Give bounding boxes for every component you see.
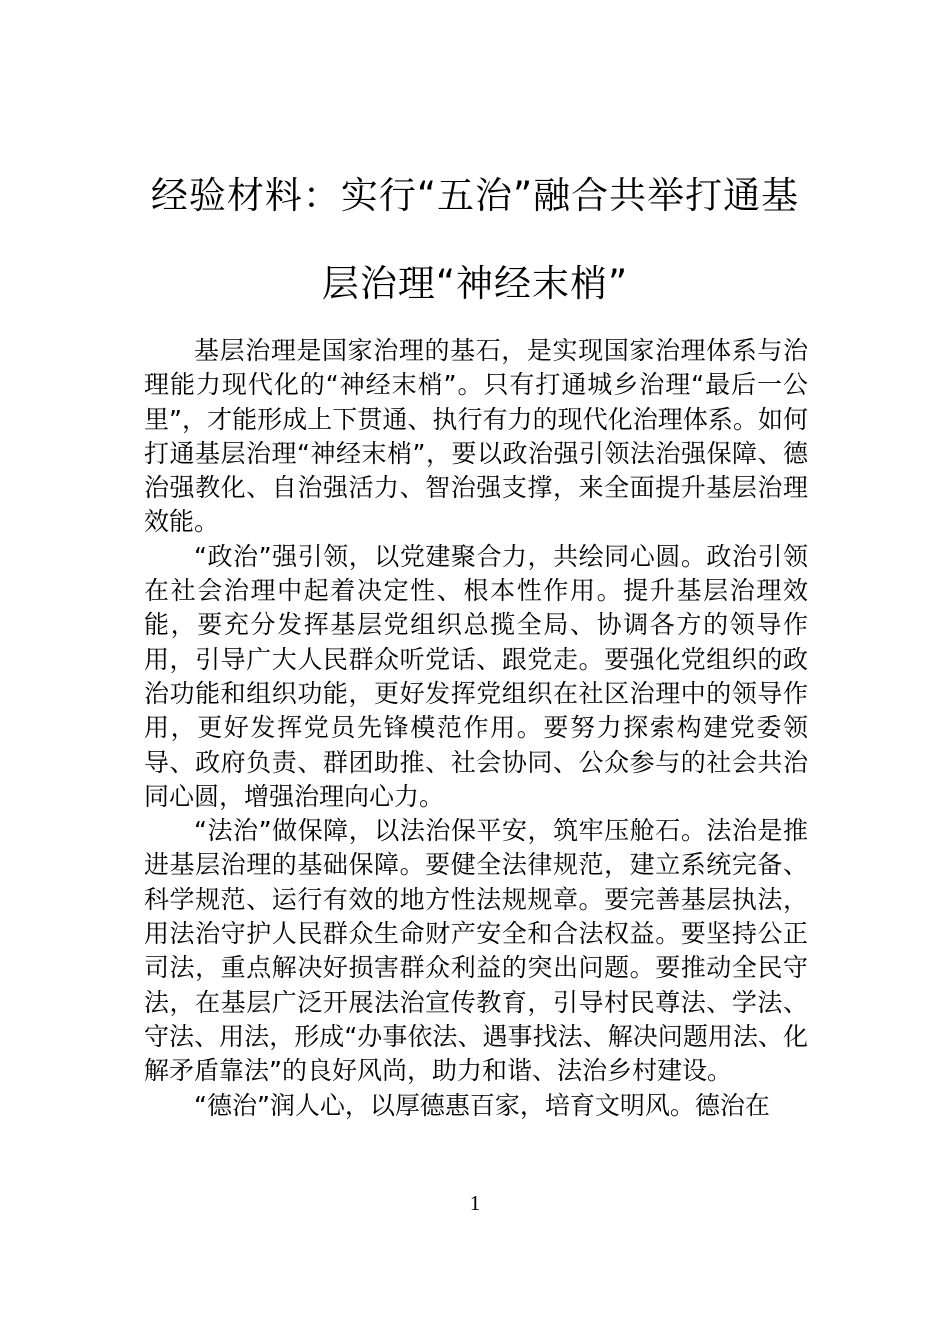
page-number: 1 — [469, 1191, 481, 1215]
paragraph-rule-of-law: “法治”做保障，以法治保平安，筑牢压舱石。法治是推进基层治理的基础保障。要健全法律规范，建立系统完备、科学规范、运行有效的地方性法规规章。要完善基层执法，用法治守护人民群众生命财产安全和合法权益。要坚持公正司法，重点解决好损害群众利益的突出问题。要推动全民守法，在基层广泛开展法治宣传教育，引导村民尊法、学法、守法、用法，形成“办事依法、遇事找法、解决问题用法、化解矛盾靠法”的良好风尚，助力和谐、法治乡村建设。 — [144, 816, 808, 1086]
document-title: 经验材料：实行“五治”融合共举打通基层治理“神经末梢” — [150, 174, 800, 305]
paragraph-politics: “政治”强引领，以党建聚合力，共绘同心圆。政治引领在社会治理中起着决定性、根本性作用。提升基层治理效能，要充分发挥基层党组织总揽全局、协调各方的领导作用，引导广大人民群众听党话、跟党走。要强化党组织的政治功能和组织功能，更好发挥党组织在社区治理中的领导作用，更好发挥党员先锋模范作用。要努力探索构建党委领导、政府负责、群团助推、社会协同、公众参与的社会共治同心圆，增强治理向心力。 — [144, 541, 808, 811]
paragraph-morality: “德治”润人心，以厚德惠百家，培育文明风。德治在 — [194, 1090, 770, 1120]
document-body — [144, 334, 808, 1123]
paragraph-intro: 基层治理是国家治理的基石，是实现国家治理体系与治理能力现代化的“神经末梢”。只有打通城乡治理“最后一公里”，才能形成上下贯通、执行有力的现代化治理体系。如何打通基层治理“神经末梢”，要以政治强引领法治强保障、德治强教化、自治强活力、智治强支撑，来全面提升基层治理效能。 — [144, 336, 808, 537]
